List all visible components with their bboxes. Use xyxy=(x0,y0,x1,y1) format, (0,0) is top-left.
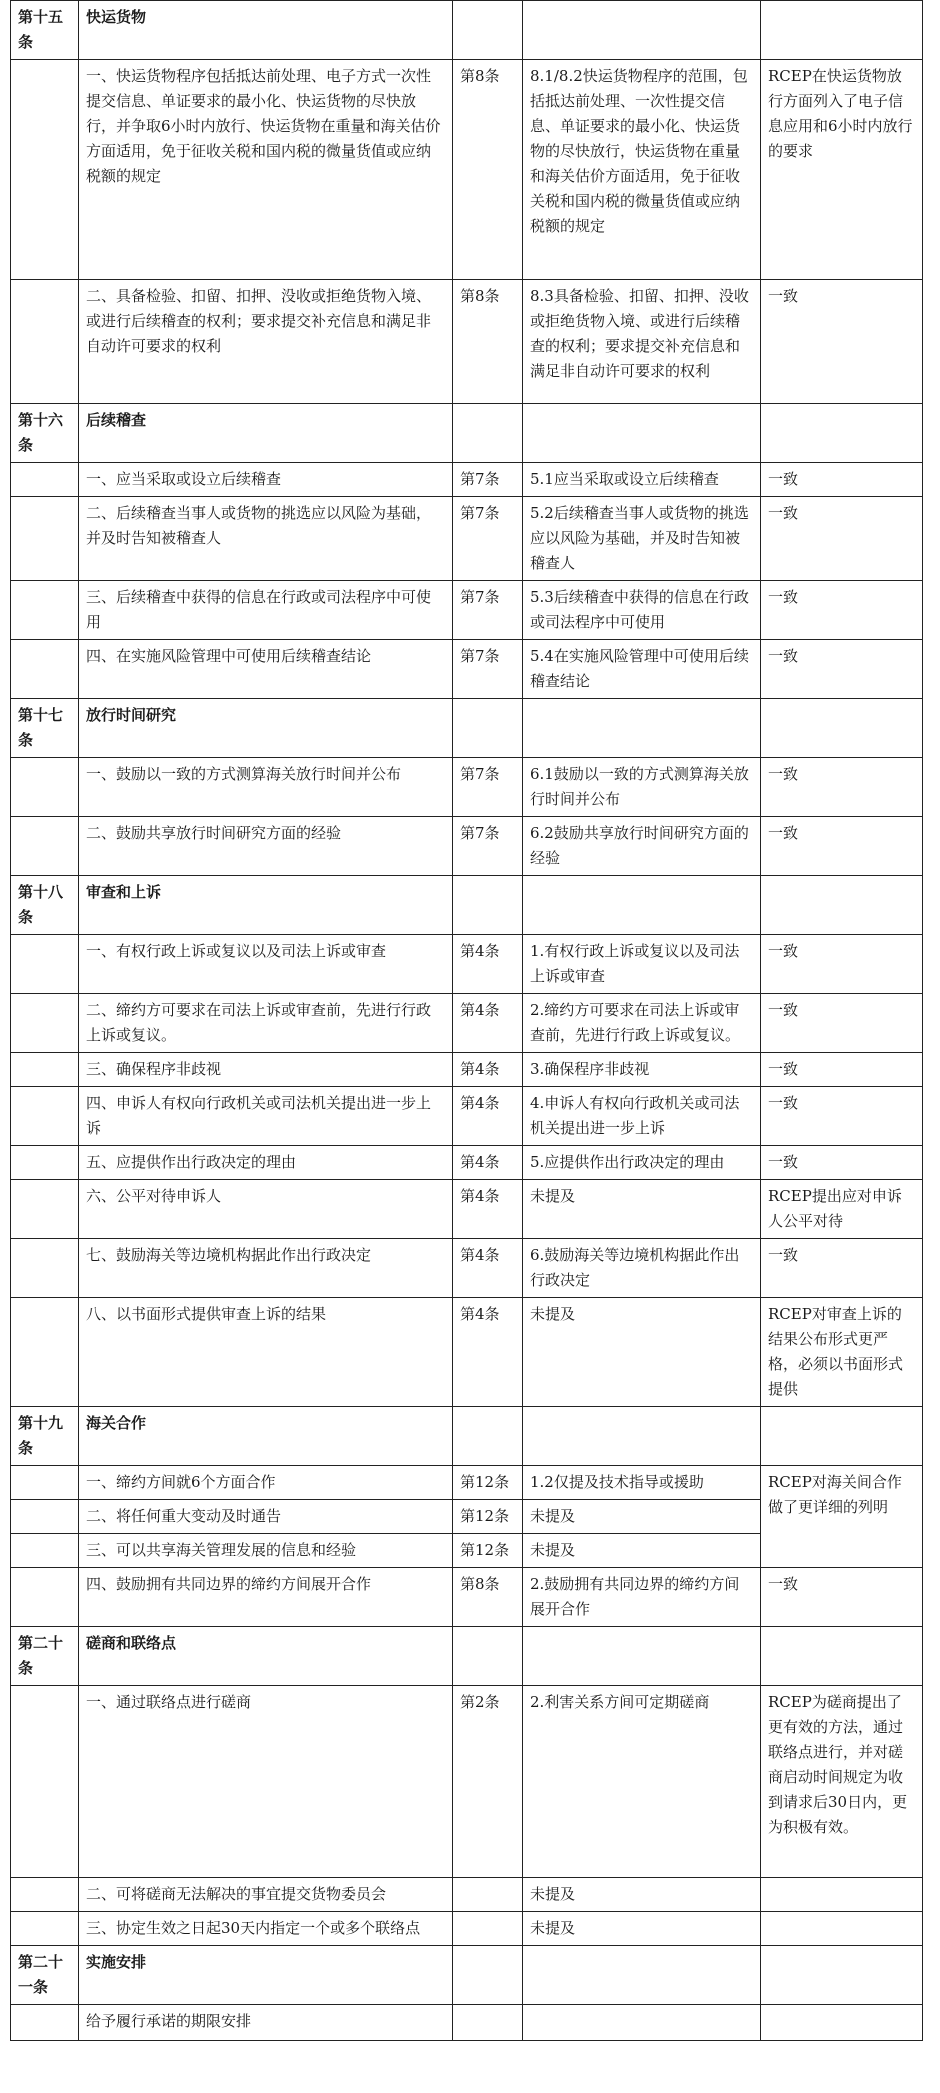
article-number-cell: 第二十一条 xyxy=(11,1946,79,2005)
comparison-note-cell: RCEP在快运货物放行方面列入了电子信息应用和6小时内放行的要求 xyxy=(761,60,923,280)
empty-cell xyxy=(453,876,523,935)
rcep-provision-cell: 未提及 xyxy=(523,1878,761,1912)
empty-cell xyxy=(11,994,79,1053)
empty-cell xyxy=(11,463,79,497)
empty-cell xyxy=(11,935,79,994)
comparison-note-cell: RCEP提出应对申诉人公平对待 xyxy=(761,1180,923,1239)
table-row xyxy=(11,1912,923,1946)
rcep-provision-cell: 未提及 xyxy=(523,1534,761,1568)
article-ref-cell: 第4条 xyxy=(453,935,523,994)
article-ref-cell: 第7条 xyxy=(453,463,523,497)
empty-cell xyxy=(761,699,923,758)
empty-cell xyxy=(761,1407,923,1466)
provision-cell: 七、鼓励海关等边境机构据此作出行政决定 xyxy=(79,1239,453,1298)
provision-cell: 二、将任何重大变动及时通告 xyxy=(79,1500,453,1534)
article-ref-cell: 第7条 xyxy=(453,640,523,699)
article-number-cell: 第十八条 xyxy=(11,876,79,935)
provision-cell: 一、应当采取或设立后续稽查 xyxy=(79,463,453,497)
table-row xyxy=(11,581,923,640)
empty-cell xyxy=(453,1,523,60)
article-ref-cell: 第4条 xyxy=(453,1239,523,1298)
table-row xyxy=(11,2005,923,2041)
article-ref-cell xyxy=(453,1878,523,1912)
comparison-note-cell: 一致 xyxy=(761,1568,923,1627)
comparison-note-cell: 一致 xyxy=(761,1053,923,1087)
provision-cell: 六、公平对待申诉人 xyxy=(79,1180,453,1239)
article-ref-cell: 第12条 xyxy=(453,1500,523,1534)
empty-cell xyxy=(523,404,761,463)
empty-cell xyxy=(11,280,79,404)
empty-cell xyxy=(11,1912,79,1946)
article-title-cell: 后续稽查 xyxy=(79,404,453,463)
table-row xyxy=(11,1180,923,1239)
rcep-provision-cell: 未提及 xyxy=(523,1298,761,1407)
empty-cell xyxy=(453,404,523,463)
article-title-cell: 审查和上诉 xyxy=(79,876,453,935)
empty-cell xyxy=(11,1534,79,1568)
provision-cell: 三、确保程序非歧视 xyxy=(79,1053,453,1087)
comparison-note-cell: 一致 xyxy=(761,1087,923,1146)
article-title-cell: 海关合作 xyxy=(79,1407,453,1466)
comparison-note-cell: 一致 xyxy=(761,497,923,581)
article-number-cell: 第十五条 xyxy=(11,1,79,60)
article-ref-cell: 第8条 xyxy=(453,280,523,404)
empty-cell xyxy=(11,1878,79,1912)
empty-cell xyxy=(523,1627,761,1686)
empty-cell xyxy=(11,640,79,699)
article-title-cell: 放行时间研究 xyxy=(79,699,453,758)
empty-cell xyxy=(523,1407,761,1466)
rcep-provision-cell: 2.鼓励拥有共同边界的缔约方间展开合作 xyxy=(523,1568,761,1627)
provision-cell: 一、通过联络点进行磋商 xyxy=(79,1686,453,1878)
article-title-cell: 快运货物 xyxy=(79,1,453,60)
table-row xyxy=(11,60,923,280)
empty-cell xyxy=(11,1180,79,1239)
article-ref-cell: 第4条 xyxy=(453,1298,523,1407)
article-ref-cell: 第7条 xyxy=(453,758,523,817)
empty-cell xyxy=(523,1946,761,2005)
rcep-provision-cell: 5.3后续稽查中获得的信息在行政或司法程序中可使用 xyxy=(523,581,761,640)
article-ref-cell: 第8条 xyxy=(453,60,523,280)
rcep-provision-cell: 未提及 xyxy=(523,1912,761,1946)
empty-cell xyxy=(11,1568,79,1627)
rcep-provision-cell: 未提及 xyxy=(523,1500,761,1534)
table-row xyxy=(11,1686,923,1878)
rcep-provision-cell: 8.1/8.2快运货物程序的范围，包括抵达前处理、一次性提交信息、单证要求的最小化、快运货物的尽快放行，快运货物在重量和海关估价方面适用，免于征收关税和国内税的微量货值或应纳税额的规定 xyxy=(523,60,761,280)
comparison-note-cell: RCEP对海关间合作做了更详细的列明 xyxy=(761,1466,923,1568)
empty-cell xyxy=(523,876,761,935)
section-row xyxy=(11,699,923,758)
article-ref-cell: 第7条 xyxy=(453,581,523,640)
comparison-document xyxy=(10,0,923,2041)
comparison-note-cell: 一致 xyxy=(761,280,923,404)
empty-cell xyxy=(11,60,79,280)
table-row xyxy=(11,1146,923,1180)
rcep-provision-cell: 2.利害关系方间可定期磋商 xyxy=(523,1686,761,1878)
section-row xyxy=(11,1946,923,2005)
table-row xyxy=(11,994,923,1053)
table-body xyxy=(11,1,923,2041)
section-row xyxy=(11,1627,923,1686)
provision-cell: 一、鼓励以一致的方式测算海关放行时间并公布 xyxy=(79,758,453,817)
table-row xyxy=(11,1239,923,1298)
empty-cell xyxy=(761,1,923,60)
comparison-note-cell: 一致 xyxy=(761,463,923,497)
comparison-note-cell: 一致 xyxy=(761,1146,923,1180)
article-ref-cell: 第4条 xyxy=(453,1180,523,1239)
provision-cell: 二、鼓励共享放行时间研究方面的经验 xyxy=(79,817,453,876)
empty-cell xyxy=(453,699,523,758)
provision-cell: 给予履行承诺的期限安排 xyxy=(79,2005,453,2041)
comparison-note-cell: 一致 xyxy=(761,935,923,994)
table-row xyxy=(11,280,923,404)
article-number-cell: 第十七条 xyxy=(11,699,79,758)
provision-cell: 四、在实施风险管理中可使用后续稽查结论 xyxy=(79,640,453,699)
article-ref-cell: 第12条 xyxy=(453,1534,523,1568)
rcep-provision-cell: 6.1鼓励以一致的方式测算海关放行时间并公布 xyxy=(523,758,761,817)
rcep-provision-cell: 未提及 xyxy=(523,1180,761,1239)
section-row xyxy=(11,876,923,935)
empty-cell xyxy=(453,1407,523,1466)
article-number-cell: 第二十条 xyxy=(11,1627,79,1686)
article-number-cell: 第十六条 xyxy=(11,404,79,463)
empty-cell xyxy=(11,2005,79,2041)
rcep-provision-cell: 1.有权行政上诉或复议以及司法上诉或审查 xyxy=(523,935,761,994)
comparison-note-cell: 一致 xyxy=(761,994,923,1053)
article-ref-cell: 第7条 xyxy=(453,817,523,876)
provision-cell: 二、缔约方可要求在司法上诉或审查前，先进行行政上诉或复议。 xyxy=(79,994,453,1053)
rcep-provision-cell: 2.缔约方可要求在司法上诉或审查前，先进行行政上诉或复议。 xyxy=(523,994,761,1053)
empty-cell xyxy=(761,1946,923,2005)
rcep-provision-cell: 5.2后续稽查当事人或货物的挑选应以风险为基础，并及时告知被稽查人 xyxy=(523,497,761,581)
comparison-note-cell xyxy=(761,1912,923,1946)
article-ref-cell: 第4条 xyxy=(453,1053,523,1087)
article-ref-cell: 第4条 xyxy=(453,994,523,1053)
comparison-note-cell: 一致 xyxy=(761,640,923,699)
empty-cell xyxy=(761,404,923,463)
empty-cell xyxy=(11,581,79,640)
rcep-provision-cell: 5.应提供作出行政决定的理由 xyxy=(523,1146,761,1180)
provision-cell: 四、申诉人有权向行政机关或司法机关提出进一步上诉 xyxy=(79,1087,453,1146)
section-row xyxy=(11,1407,923,1466)
empty-cell xyxy=(11,1500,79,1534)
empty-cell xyxy=(11,817,79,876)
table-row xyxy=(11,1878,923,1912)
empty-cell xyxy=(761,876,923,935)
article-title-cell: 实施安排 xyxy=(79,1946,453,2005)
provision-cell: 一、有权行政上诉或复议以及司法上诉或审查 xyxy=(79,935,453,994)
section-row xyxy=(11,1,923,60)
table-row xyxy=(11,1466,923,1500)
provision-cell: 八、以书面形式提供审查上诉的结果 xyxy=(79,1298,453,1407)
rcep-provision-cell: 5.4在实施风险管理中可使用后续稽查结论 xyxy=(523,640,761,699)
rcep-provision-cell: 1.2仅提及技术指导或援助 xyxy=(523,1466,761,1500)
article-ref-cell xyxy=(453,1912,523,1946)
article-ref-cell: 第8条 xyxy=(453,1568,523,1627)
provision-cell: 一、快运货物程序包括抵达前处理、电子方式一次性提交信息、单证要求的最小化、快运货物的尽快放行，并争取6小时内放行、快运货物在重量和海关估价方面适用，免于征收关税和国内税的微量货值或应纳税额的规定 xyxy=(79,60,453,280)
provision-cell: 三、协定生效之日起30天内指定一个或多个联络点 xyxy=(79,1912,453,1946)
empty-cell xyxy=(453,1946,523,2005)
empty-cell xyxy=(11,1298,79,1407)
comparison-note-cell: 一致 xyxy=(761,758,923,817)
article-number-cell: 第十九条 xyxy=(11,1407,79,1466)
section-row xyxy=(11,404,923,463)
article-title-cell: 磋商和联络点 xyxy=(79,1627,453,1686)
table-row xyxy=(11,758,923,817)
empty-cell xyxy=(523,699,761,758)
empty-cell xyxy=(11,1053,79,1087)
empty-cell xyxy=(11,1146,79,1180)
provision-cell: 三、后续稽查中获得的信息在行政或司法程序中可使用 xyxy=(79,581,453,640)
provision-cell: 二、可将磋商无法解决的事宜提交货物委员会 xyxy=(79,1878,453,1912)
empty-cell xyxy=(523,1,761,60)
table-row xyxy=(11,497,923,581)
table-row xyxy=(11,817,923,876)
rcep-provision-cell: 8.3具备检验、扣留、扣押、没收或拒绝货物入境、或进行后续稽查的权利；要求提交补充信息和满足非自动许可要求的权利 xyxy=(523,280,761,404)
empty-cell xyxy=(11,1686,79,1878)
empty-cell xyxy=(11,758,79,817)
comparison-note-cell: RCEP对审查上诉的结果公布形式更严格，必须以书面形式提供 xyxy=(761,1298,923,1407)
comparison-note-cell: 一致 xyxy=(761,581,923,640)
article-ref-cell: 第12条 xyxy=(453,1466,523,1500)
empty-cell xyxy=(761,1627,923,1686)
rcep-provision-cell: 5.1应当采取或设立后续稽查 xyxy=(523,463,761,497)
article-ref-cell: 第7条 xyxy=(453,497,523,581)
provision-cell: 三、可以共享海关管理发展的信息和经验 xyxy=(79,1534,453,1568)
provision-cell: 四、鼓励拥有共同边界的缔约方间展开合作 xyxy=(79,1568,453,1627)
rcep-provision-cell: 6.鼓励海关等边境机构据此作出行政决定 xyxy=(523,1239,761,1298)
rcep-provision-cell xyxy=(523,2005,761,2041)
comparison-note-cell xyxy=(761,1878,923,1912)
table-row xyxy=(11,1087,923,1146)
rcep-provision-cell: 3.确保程序非歧视 xyxy=(523,1053,761,1087)
table-row xyxy=(11,640,923,699)
empty-cell xyxy=(11,497,79,581)
empty-cell xyxy=(453,1627,523,1686)
comparison-note-cell: 一致 xyxy=(761,1239,923,1298)
empty-cell xyxy=(11,1466,79,1500)
article-ref-cell: 第4条 xyxy=(453,1146,523,1180)
provision-cell: 二、具备检验、扣留、扣押、没收或拒绝货物入境、或进行后续稽查的权利；要求提交补充信息和满足非自动许可要求的权利 xyxy=(79,280,453,404)
provision-cell: 一、缔约方间就6个方面合作 xyxy=(79,1466,453,1500)
table-row xyxy=(11,1568,923,1627)
comparison-table xyxy=(10,0,923,2041)
provision-cell: 二、后续稽查当事人或货物的挑选应以风险为基础，并及时告知被稽查人 xyxy=(79,497,453,581)
empty-cell xyxy=(11,1239,79,1298)
comparison-note-cell xyxy=(761,2005,923,2041)
table-row xyxy=(11,463,923,497)
table-row xyxy=(11,1053,923,1087)
article-ref-cell: 第2条 xyxy=(453,1686,523,1878)
empty-cell xyxy=(11,1087,79,1146)
rcep-provision-cell: 4.申诉人有权向行政机关或司法机关提出进一步上诉 xyxy=(523,1087,761,1146)
provision-cell: 五、应提供作出行政决定的理由 xyxy=(79,1146,453,1180)
article-ref-cell xyxy=(453,2005,523,2041)
table-row xyxy=(11,1298,923,1407)
comparison-note-cell: RCEP为磋商提出了更有效的方法，通过联络点进行，并对磋商启动时间规定为收到请求后30日内，更为积极有效。 xyxy=(761,1686,923,1878)
article-ref-cell: 第4条 xyxy=(453,1087,523,1146)
rcep-provision-cell: 6.2鼓励共享放行时间研究方面的经验 xyxy=(523,817,761,876)
table-row xyxy=(11,935,923,994)
comparison-note-cell: 一致 xyxy=(761,817,923,876)
